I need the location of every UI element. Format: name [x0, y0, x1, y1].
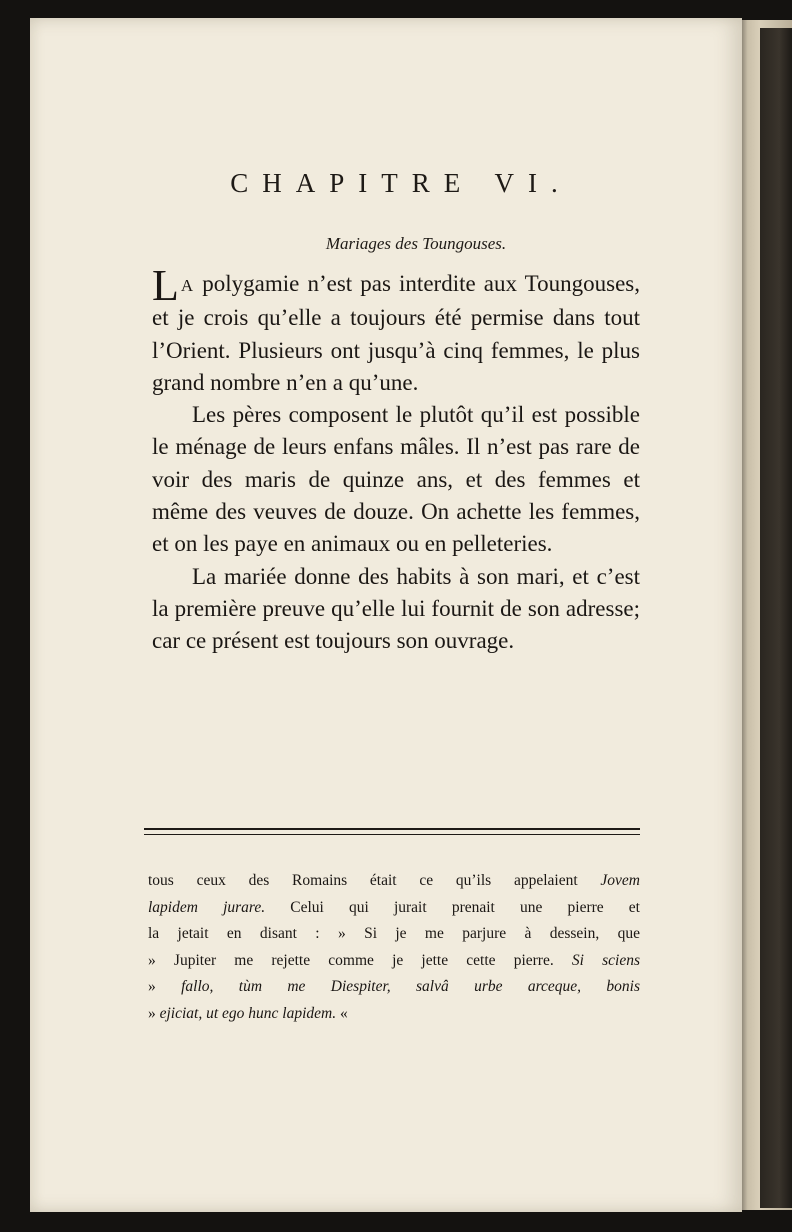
paragraph-text: Les pères composent le plutôt qu’il est possible le ménage de leurs enfans mâles. Il n’est pas rare de voir des maris de quinze ans, et des femmes et même des veuves de douze. On achette les femmes, et on les paye en animaux ou en pelleteries.	[152, 402, 640, 557]
footnote-line	[148, 1001, 640, 1028]
small-cap: A	[180, 276, 195, 295]
footnote-text: la jetait en disant : » Si je me parjure à dessein, que	[148, 925, 640, 942]
footnote-italic: ejiciat, ut ego hunc lapidem.	[159, 1004, 337, 1022]
footnote-divider	[144, 828, 640, 835]
paragraph-text: La mariée donne des habits à son mari, et c’est la première preuve qu’elle lui fournit de son adresse; car ce présent est toujours son ouvrage.	[152, 563, 640, 654]
footnote-line	[148, 921, 640, 948]
footnote-italic: Si sciens	[571, 951, 640, 969]
footnote-italic: Jovem	[600, 872, 640, 889]
footnote-text: » Jupiter me rejette comme je jette cette pierre.	[148, 951, 572, 969]
footnote-text: tous ceux des Romains était ce qu’ils appelaient	[148, 872, 601, 889]
footnote-line	[148, 974, 640, 1001]
paragraph	[152, 261, 640, 399]
footnote-text: »	[148, 978, 182, 995]
paragraph-text: polygamie n’est pas interdite aux Toungouses, et je crois qu’elle a toujours été permise dans tout l’Orient. Plusieurs ont jusqu’à cinq femmes, le plus grand nombre n’en a qu’une.	[152, 271, 640, 395]
chapter-title: CHAPITRE VI.	[230, 168, 572, 198]
chapter-subtitle: Mariages des Toungouses.	[325, 234, 507, 253]
footnote-line	[148, 948, 640, 975]
footnote-text: «	[336, 1004, 348, 1022]
paragraph	[152, 561, 640, 658]
chapter-body	[152, 261, 640, 658]
footnote-line	[148, 895, 640, 922]
footnote-italic: lapidem jurare.	[148, 898, 266, 916]
book-cover-edge	[760, 28, 792, 1208]
footnote-italic: fallo, tùm me Diespiter, salvâ urbe arceque, bonis	[181, 978, 640, 995]
drop-cap: L	[152, 261, 179, 310]
footnote	[148, 868, 640, 1027]
footnote-line	[148, 868, 640, 895]
paragraph	[152, 399, 640, 560]
footnote-text: »	[148, 1004, 160, 1022]
footnote-text: Celui qui jurait prenait une pierre et	[265, 898, 640, 916]
